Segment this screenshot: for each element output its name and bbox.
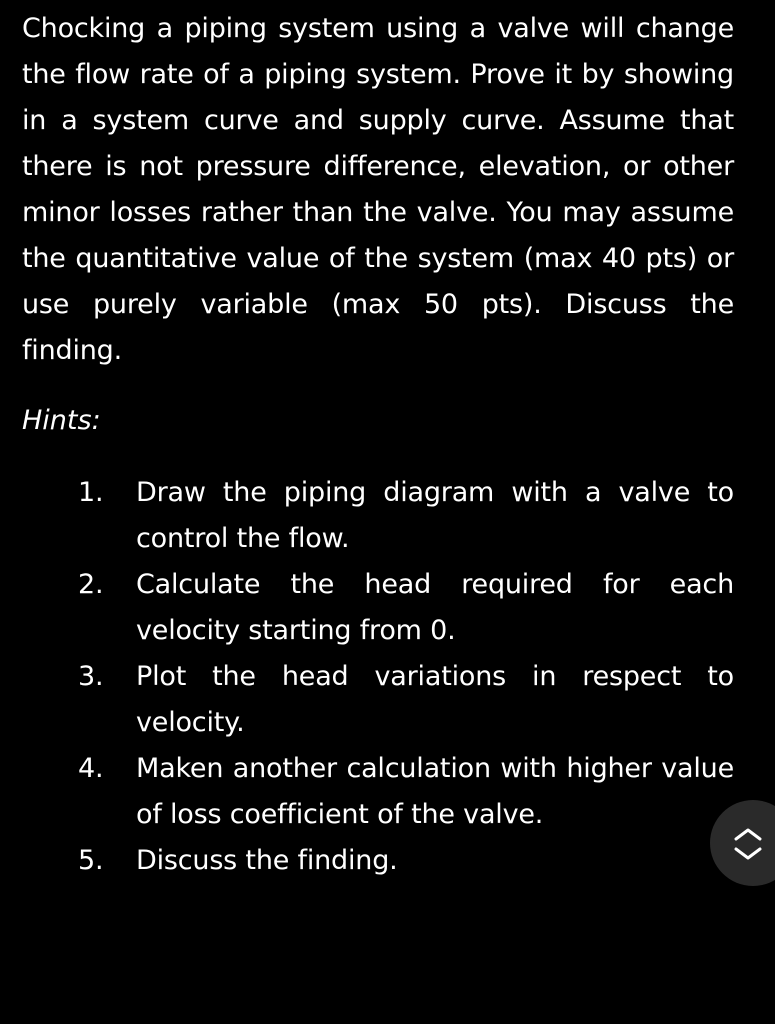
hint-text: Calculate the head required for each velocity starting from 0. <box>136 569 734 646</box>
hint-text: Draw the piping diagram with a valve to control the flow. <box>136 477 734 554</box>
question-text: Chocking a piping system using a valve will change the flow rate of a piping system. Prove it by showing in a system curve and supply curve. Assume that there is not pressure difference, elevation, or other minor losses rather than the valve. You may assume the quantitative value of the system (max 40 pts) or use purely variable (max 50 pts). Discuss the finding. <box>22 13 734 366</box>
chevron-up-icon[interactable] <box>736 830 760 839</box>
chevron-down-icon[interactable] <box>736 849 760 858</box>
hint-item <box>78 746 734 838</box>
hint-text: Maken another calculation with higher value of loss coefficient of the valve. <box>136 753 734 830</box>
hints-heading: Hints: <box>22 405 101 436</box>
hint-text: Discuss the finding. <box>136 845 398 876</box>
hint-list <box>78 470 734 884</box>
hint-number: 1. <box>78 477 104 508</box>
hint-number: 2. <box>78 569 104 600</box>
hint-number: 5. <box>78 845 104 876</box>
hint-number: 4. <box>78 753 104 784</box>
hint-item <box>78 470 734 562</box>
hint-number: 3. <box>78 661 104 692</box>
hint-item <box>78 562 734 654</box>
hint-text: Plot the head variations in respect to velocity. <box>136 661 734 738</box>
scroll-arrows <box>728 824 768 864</box>
hint-item <box>78 654 734 746</box>
hint-item <box>78 838 734 884</box>
